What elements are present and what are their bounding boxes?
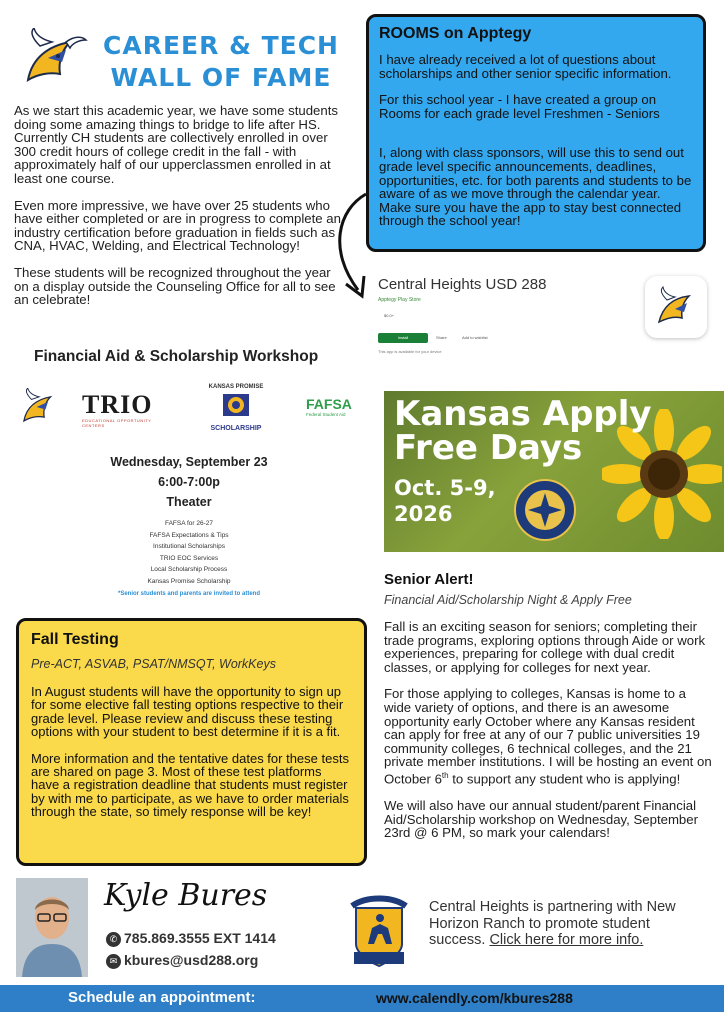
viking-mascot-icon	[645, 276, 707, 338]
email-address[interactable]: kbures@usd288.org	[124, 952, 259, 968]
rooms-callout	[366, 14, 706, 252]
title-line-2: WALL OF FAME	[110, 63, 332, 92]
financial-aid-title: Financial Aid & Scholarship Workshop	[34, 348, 319, 365]
install-button[interactable]: Install	[378, 333, 428, 343]
intro-paragraph: These students will be recognized throughout the year on a display outside the Counseling Office for all to see an celebrate!	[14, 264, 336, 308]
regents-seal-icon	[514, 479, 576, 541]
senior-paragraph: Fall is an exciting season for seniors; completing their trade programs, exploring options through Aide or work experiences, preparing for college with dual credit classes, or applying for colleges for next year.	[384, 619, 706, 675]
rooms-paragraph: I, along with class sponsors, will use this to send out grade level specific announcements, deadlines, opportunities, etc. for both parents and students to be aware of as we move through the calendar year. Make sure you have the app to stay best connected through the school year!	[379, 145, 692, 229]
email-row	[106, 952, 258, 969]
title-line-1: CAREER & TECH	[103, 31, 339, 60]
list-item: FAFSA for 26-27	[164, 520, 214, 527]
list-item: TRIO EOC Services	[159, 554, 219, 562]
email-icon: ✉	[106, 954, 121, 969]
appointment-bar	[0, 985, 724, 1012]
page-title	[96, 30, 346, 94]
senior-alert-subtitle: Financial Aid/Scholarship Night & Apply Free	[384, 593, 632, 607]
trio-logo	[82, 392, 174, 430]
event-time: 6:00-7:00p	[158, 475, 220, 489]
viking-mascot-icon	[20, 388, 62, 426]
dates-line-2: 2026	[394, 502, 453, 526]
kansas-promise-top: KANSAS PROMISE	[208, 384, 264, 390]
ranch-logo-icon	[346, 894, 412, 968]
trio-text: TRIO	[82, 390, 153, 419]
senior-paragraph-text: For those applying to colleges, Kansas is home to a wide variety of options, and there is an awesome opportunity early October where any Kansas resident can apply for free at any of our 7 public universities 19 community colleges, 6 technical colleges, and the 21 private member institutions. I will be hosting an event on October 6	[384, 686, 712, 787]
intro-paragraph: Even more impressive, we have over 25 students who have either completed or are in progress to complete an industry certification before graduation in fields such as CNA, HVAC, Welding, and Electrical Technology!	[14, 197, 341, 254]
list-item: Kansas Promise Scholarship	[147, 577, 231, 585]
trio-subtitle: EDUCATIONAL OPPORTUNITY CENTERS	[82, 418, 152, 428]
kansas-promise-emblem-icon	[221, 390, 251, 420]
kansas-apply-headline	[394, 394, 652, 468]
senior-paragraph: We will also have our annual student/parent Financial Aid/Scholarship workshop on Wednesday, September 23rd @ 6 PM, so mark your calendars!	[384, 797, 698, 841]
new-horizon-description: Central Heights is partnering with New Horizon Ranch to promote student success.	[429, 899, 676, 948]
intro-section	[14, 104, 348, 320]
phone-row	[106, 930, 276, 947]
fall-testing-subtitle: Pre-ACT, ASVAB, PSAT/NMSQT, WorkKeys	[31, 657, 276, 671]
fafsa-text: FAFSA	[306, 396, 352, 412]
viking-mascot-icon	[22, 28, 88, 88]
financial-aid-note: *Senior students and parents are invited to attend	[117, 591, 261, 597]
event-location: Theater	[166, 495, 212, 509]
kansas-promise-bottom: SCHOLARSHIP	[210, 425, 262, 432]
signature: Kyle Bures	[104, 878, 268, 913]
senior-alert-title: Senior Alert!	[384, 571, 474, 588]
ordinal-suffix: th	[441, 770, 449, 780]
list-item: Local Scholarship Process	[150, 566, 228, 573]
senior-alert-body	[384, 620, 714, 853]
headline-line-2: Free Days	[394, 428, 583, 468]
rooms-paragraph: I have already received a lot of questions about scholarships and other senior specific information.	[379, 52, 672, 81]
fall-testing-title: Fall Testing	[31, 631, 119, 648]
financial-aid-topics	[82, 518, 296, 587]
senior-paragraph	[384, 687, 714, 786]
appointment-label: Schedule an appointment:	[68, 989, 256, 1006]
fafsa-logo	[306, 396, 376, 417]
dates-line-1: Oct. 5-9,	[394, 476, 496, 500]
fall-testing-paragraph: In August students will have the opportunity to sign up for some elective fall testing options respective to their grade level. Please review and discuss these testing options with your student to best determine if it is a fit.	[31, 684, 344, 740]
app-store-price: $0.0+	[384, 313, 395, 318]
headline-line-1: Kansas Apply	[394, 394, 652, 434]
share-button[interactable]: Share	[436, 335, 447, 340]
wishlist-button[interactable]: Add to wishlist	[462, 335, 488, 340]
fafsa-subtitle: Federal Student Aid	[306, 412, 346, 417]
event-date: Wednesday, September 23	[110, 455, 268, 469]
more-info-link[interactable]: Click here for more info.	[489, 932, 644, 948]
person-portrait-icon	[16, 878, 88, 977]
intro-paragraph: As we start this academic year, we have some students doing some amazing things to bridge to life after HS. Currently CH students are collectively enrolled in over 300 credit hours of college credit in the fall - with approximately half of our upperclassmen enrolled in at least one course.	[14, 103, 338, 186]
list-item: FAFSA Expectations & Tips	[149, 531, 229, 539]
app-store-note: This app is available for your device	[378, 349, 442, 354]
senior-paragraph-text: to support any student who is applying!	[448, 771, 681, 787]
phone-icon: ✆	[106, 932, 121, 947]
kansas-promise-logo	[198, 384, 274, 438]
rooms-paragraph: For this school year - I have created a group on Rooms for each grade level Freshmen - Seniors	[379, 92, 660, 121]
financial-aid-event-details	[82, 452, 296, 512]
fall-testing-paragraph: More information and the tentative dates for these tests are shared on page 3. Most of these test platforms have a registration deadline that students must register by with me to participate, as we have to order materials through the state, so timely response will be key!	[31, 750, 349, 820]
app-store-developer[interactable]: Apptegy Play Store	[378, 297, 421, 303]
app-store-title: Central Heights USD 288	[378, 276, 547, 293]
rooms-title: ROOMS on Apptegy	[379, 25, 532, 42]
new-horizon-text	[429, 899, 699, 949]
counselor-photo	[16, 878, 88, 977]
kansas-apply-dates	[394, 475, 496, 527]
appointment-link[interactable]: www.calendly.com/kbures288	[376, 990, 573, 1006]
app-icon[interactable]	[645, 276, 707, 338]
list-item: Institutional Scholarships	[153, 543, 225, 550]
phone-number[interactable]: 785.869.3555 EXT 1414	[124, 930, 276, 946]
kansas-apply-banner	[384, 391, 724, 552]
fall-testing-callout	[16, 618, 367, 866]
